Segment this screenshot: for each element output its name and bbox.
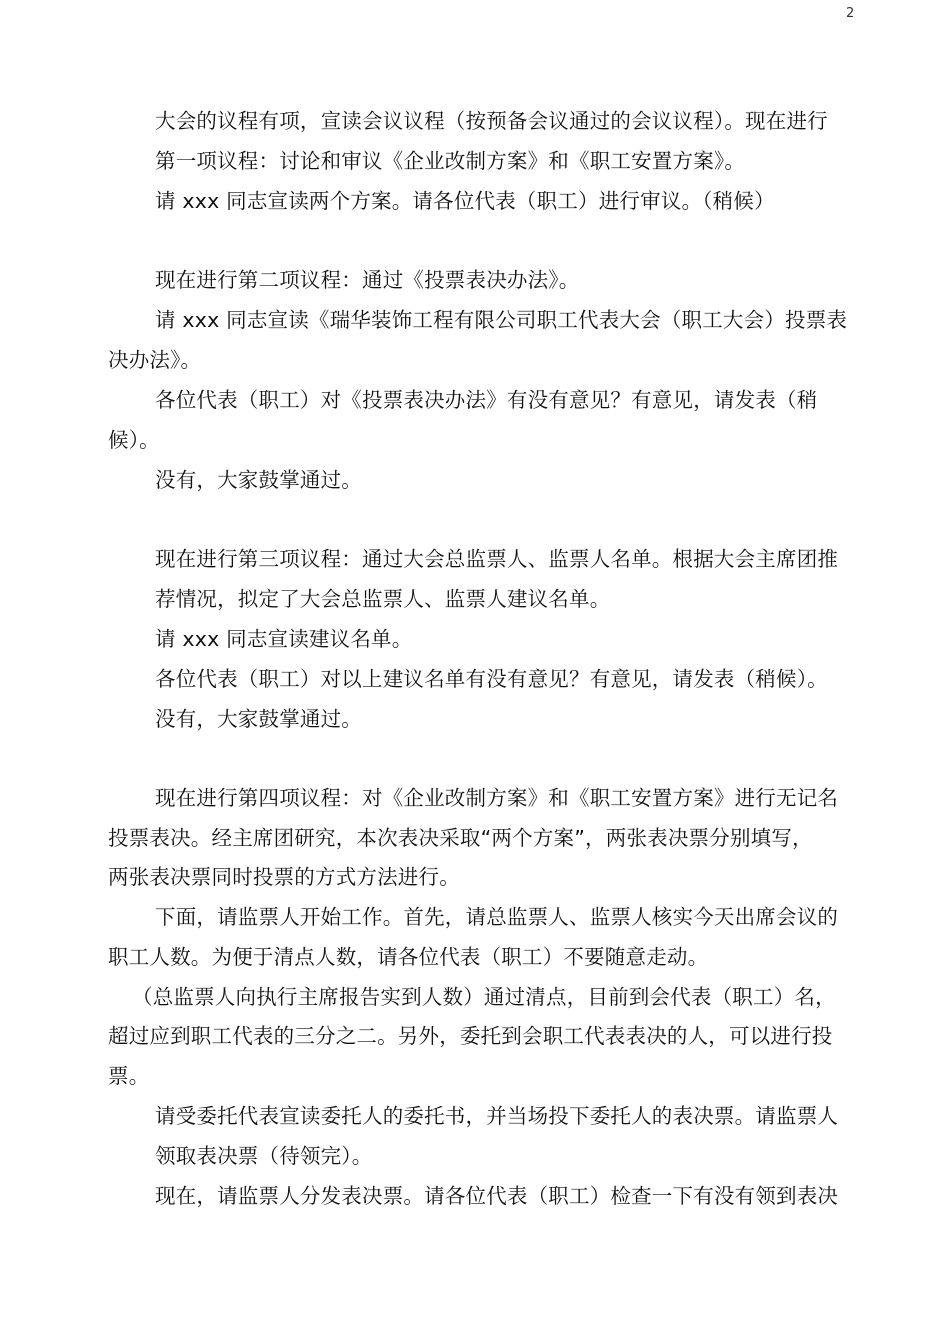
text-line: 请 xxx 同志宣读两个方案。请各位代表（职工）进行审议。（稍候） [155,189,775,213]
text-line: 大会的议程有项，宣读会议议程（按预备会议通过的会议议程）。现在进行 [155,109,828,133]
text-line: 没有，大家鼓掌通过。 [155,707,362,731]
text-line: 候）。 [108,428,160,452]
text-line: 请 xxx 同志宣读《瑞华装饰工程有限公司职工代表大会（职工大会）投票表 [155,308,848,332]
page-number: 2 [846,6,855,21]
text-line: （总监票人向执行主席报告实到人数）通过清点，目前到会代表（职工）名， [132,985,836,1009]
text-line: 各位代表（职工）对以上建议名单有没有意见？有意见，请发表（稍候）。 [155,667,828,691]
text-line: 下面，请监票人开始工作。首先，请总监票人、监票人核实今天出席会议的 [155,905,839,929]
text-line: 第一项议程：讨论和审议《企业改制方案》和《职工安置方案》。 [155,149,746,173]
text-line: 两张表决票同时投票的方式方法进行。 [108,865,460,889]
text-line: 现在进行第二项议程：通过《投票表决办法》。 [155,268,580,292]
text-line: 没有，大家鼓掌通过。 [155,468,362,492]
text-line: 荐情况，拟定了大会总监票人、监票人建议名单。 [155,587,611,611]
text-line: 决办法》。 [108,348,202,372]
text-line: 现在进行第三项议程：通过大会总监票人、监票人名单。根据大会主席团推 [155,547,839,571]
text-line: 票。 [108,1064,150,1088]
text-line: 请 xxx 同志宣读建议名单。 [155,627,413,651]
text-line: 领取表决票（待领完）。 [155,1144,373,1168]
text-line: 现在，请监票人分发表决票。请各位代表（职工）检查一下有没有领到表决 [155,1184,839,1208]
text-line: 职工人数。为便于清点人数，请各位代表（职工）不要随意走动。 [108,945,709,969]
text-line: 超过应到职工代表的三分之二。另外，委托到会职工代表表决的人，可以进行投 [108,1024,833,1048]
text-line: 现在进行第四项议程：对《企业改制方案》和《职工安置方案》进行无记名 [155,786,839,810]
text-line: 请受委托代表宣读委托人的委托书，并当场投下委托人的表决票。请监票人 [155,1104,839,1128]
text-line: 各位代表（职工）对《投票表决办法》有没有意见？有意见，请发表（稍 [155,388,818,412]
text-line: 投票表决。经主席团研究，本次表决采取“两个方案”，两张表决票分别填写， [108,826,813,850]
